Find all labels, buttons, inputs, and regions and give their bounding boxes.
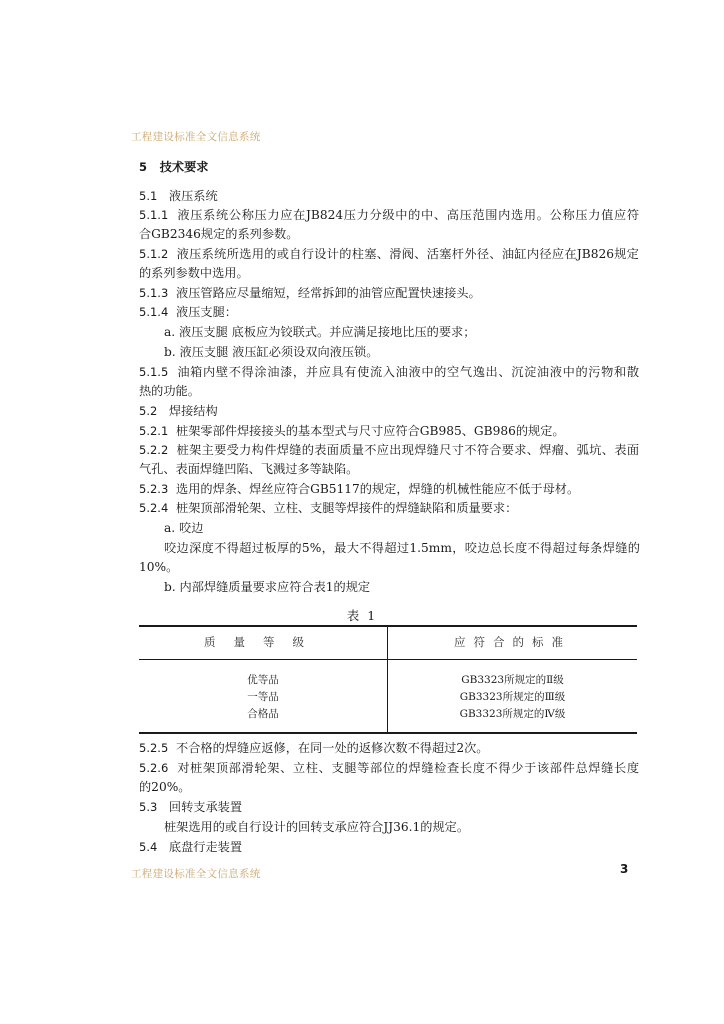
clause-5-1-2-line-2: 的系列参数中选用。 <box>139 266 249 280</box>
clause-5-2-1 <box>139 422 639 441</box>
clause-text: 不合格的焊缝应返修，在同一处的返修次数不得超过2次。 <box>176 741 489 755</box>
clause-text: 桩架主要受力构件焊缝的表面质量不应出现焊缝尺寸不符合要求、焊瘤、弧坑、表面 <box>176 443 639 457</box>
clause-5-1-1-line-2: 合GB2346规定的系列参数。 <box>139 227 299 241</box>
clause-5-2-4-a-title: a. 咬边 <box>164 521 204 535</box>
clause-text: 液压系统公称压力应在JB824压力分级中的中、高压范围内选用。公称压力值应符 <box>177 208 639 222</box>
table-title: 表 1 <box>346 608 378 623</box>
section-title: 焊接结构 <box>168 404 218 418</box>
clause-number: 5.2.5 <box>139 741 169 755</box>
section-title: 液压系统 <box>168 189 218 203</box>
clause-5-2-4 <box>139 499 639 518</box>
clause-number: 5.1.3 <box>139 286 169 300</box>
clause-number: 5.2.6 <box>139 761 169 775</box>
clause-number: 5.1.1 <box>139 208 169 222</box>
clause-text: 油箱内壁不得涂油漆，并应具有使流入油液中的空气逸出、沉淀油液中的污物和散 <box>177 365 639 379</box>
clause-number: 5.2.1 <box>139 424 169 438</box>
clause-text: 液压系统所选用的或自行设计的柱塞、滑阀、活塞杆外径、油缸内径应在JB826规定 <box>176 247 639 261</box>
table-top-rule <box>139 625 637 627</box>
clause-5-2-3 <box>139 480 639 499</box>
section-number: 5.4 <box>139 840 158 854</box>
section-number: 5.2 <box>139 404 158 418</box>
clause-5-2-5 <box>139 739 639 758</box>
clause-number: 5.1.4 <box>139 305 169 319</box>
clause-text: 选用的焊条、焊丝应符合GB5117的规定，焊缝的机械性能应不低于母材。 <box>176 482 580 496</box>
section-number: 5.1 <box>139 189 158 203</box>
section-5-4-heading <box>139 838 639 857</box>
table-bottom-rule <box>139 732 637 734</box>
clause-5-2-4-b-title: b. 内部焊缝质量要求应符合表1的规定 <box>164 580 371 594</box>
clause-5-1-5-line-1 <box>139 363 639 382</box>
clause-5-2-6-line-2: 的20%。 <box>139 780 191 794</box>
clause-5-1-4-b: b. 液压支腿 液压缸必须设双向液压锁。 <box>164 345 379 359</box>
clause-number: 5.2.4 <box>139 501 169 515</box>
watermark-top: 工程建设标准全文信息系统 <box>131 131 261 143</box>
section-number: 5.3 <box>139 800 158 814</box>
section-5-heading <box>139 158 639 177</box>
clause-text: 桩架顶部滑轮架、立柱、支腿等焊接件的焊缝缺陷和质量要求： <box>176 501 518 515</box>
clause-5-1-2-line-1 <box>139 245 639 264</box>
clause-5-2-4-a-line-1: 咬边深度不得超过板厚的5%，最大不得超过1.5mm，咬边总长度不得超过每条焊缝的 <box>164 541 640 555</box>
section-title: 技术要求 <box>159 160 209 174</box>
clause-5-2-2-line-1 <box>139 441 639 460</box>
clause-5-1-4 <box>139 303 639 322</box>
table-cell-standard: GB3323所规定的Ⅱ级 <box>461 674 564 686</box>
table-header-standard: 应符合的标准 <box>454 635 571 649</box>
table-cell-standard: GB3323所规定的Ⅳ级 <box>459 708 566 720</box>
clause-5-2-4-a-line-2: 10%。 <box>139 560 179 574</box>
section-5-2-heading <box>139 402 639 421</box>
clause-5-2-6-line-1 <box>139 759 639 778</box>
table-cell-grade: 一等品 <box>247 691 279 703</box>
table-cell-grade: 优等品 <box>247 674 279 686</box>
table-cell-standard: GB3323所规定的Ⅲ级 <box>459 691 566 703</box>
clause-number: 5.1.5 <box>139 365 169 379</box>
clause-5-3-text: 桩架选用的或自行设计的回转支承应符合JJ36.1的规定。 <box>164 820 470 834</box>
clause-text: 桩架零部件焊接接头的基本型式与尺寸应符合GB985、GB986的规定。 <box>176 424 565 438</box>
clause-5-2-2-line-2: 气孔、表面焊缝凹陷、飞溅过多等缺陷。 <box>139 462 359 476</box>
clause-text: 对桩架顶部滑轮架、立柱、支腿等部位的焊缝检查长度不得少于该部件总焊缝长度 <box>177 761 639 775</box>
clause-text: 液压管路应尽量缩短，经常拆卸的油管应配置快速接头。 <box>176 286 481 300</box>
table-cell-grade: 合格品 <box>247 708 279 720</box>
clause-text: 液压支腿： <box>176 305 237 319</box>
clause-5-1-5-line-2: 热的功能。 <box>139 384 200 398</box>
clause-number: 5.1.2 <box>139 247 169 261</box>
section-title: 底盘行走装置 <box>168 840 243 854</box>
watermark-bottom: 工程建设标准全文信息系统 <box>131 868 261 880</box>
table-header-rule <box>139 659 637 660</box>
section-5-1-heading <box>139 187 639 206</box>
clause-5-1-1-line-1 <box>139 206 639 225</box>
page-number: 3 <box>620 862 629 876</box>
section-number: 5 <box>139 160 148 174</box>
clause-5-1-3 <box>139 284 639 303</box>
clause-number: 5.2.2 <box>139 443 169 457</box>
section-title: 回转支承装置 <box>168 800 243 814</box>
clause-number: 5.2.3 <box>139 482 169 496</box>
clause-5-1-4-a: a. 液压支腿 底板应为铰联式。并应满足接地比压的要求； <box>164 325 476 339</box>
section-5-3-heading <box>139 798 639 817</box>
table-header-grade: 质量等级 <box>204 635 322 649</box>
